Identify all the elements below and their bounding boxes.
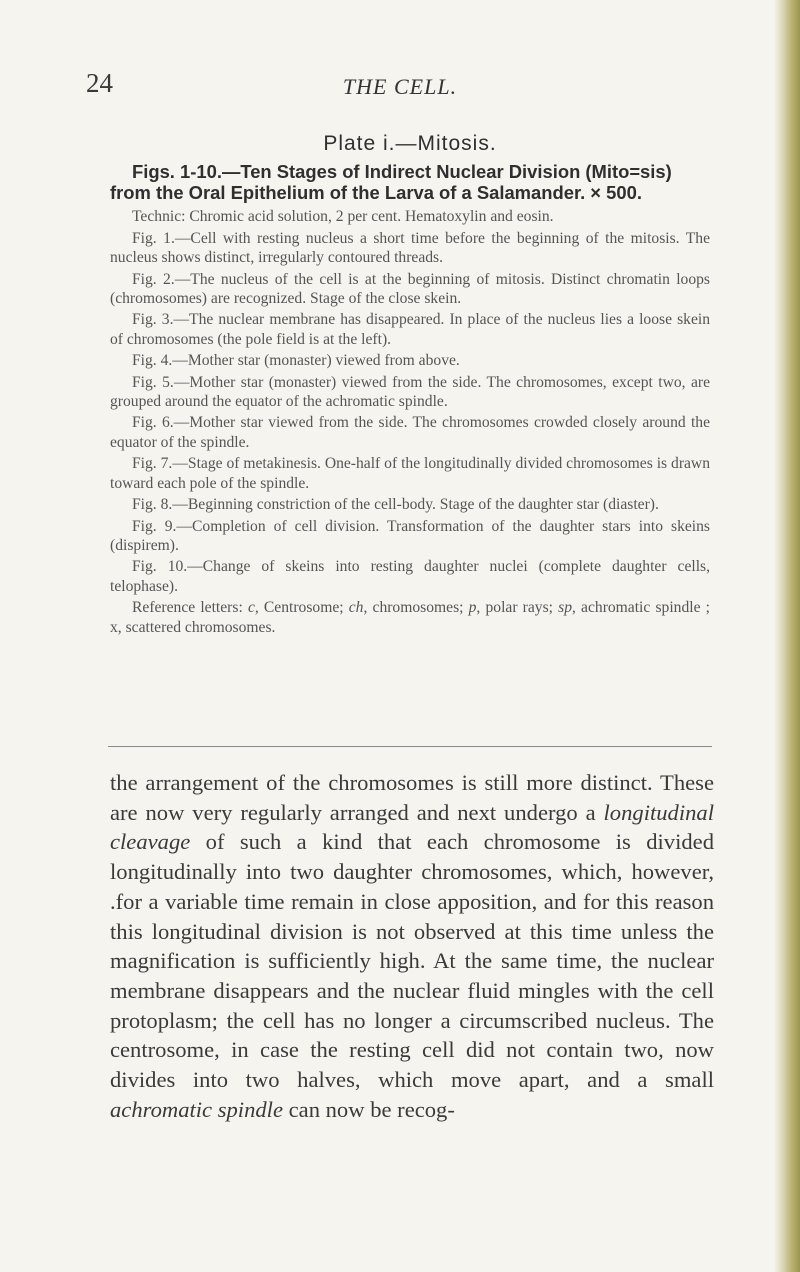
ref-text-c: , Centrosome; — [254, 599, 349, 617]
fig-caption-5: Fig. 5.—Mother star (monaster) viewed from the side. The chromosomes, except two, are grouped around the equator of the achromatic spindle. — [110, 373, 710, 411]
body-emphasis-1: longitudinal cleavage — [110, 799, 714, 855]
body-text-part-2: of such a kind that each chromosome is divided longitudinally into two daughter chromosomes, which, however, .for a variable time remain in close apposition, and for this reason this longitudinal division is not observed at this time unless the magnification is sufficiently high. At the same time, the nuclear membrane disappears and the nuclear fluid mingles with the cell protoplasm; the cell has no longer a circumscribed nucleus. The centrosome, in case the resting cell did not contain two, now divides into two halves, which move apart, and a small — [110, 829, 714, 1093]
fig-caption-6: Fig. 6.—Mother star viewed from the side. The chromosomes crowded closely around the equator of the spindle. — [110, 414, 710, 451]
ref-text-ch: , chromosomes; — [363, 599, 469, 617]
fig-caption-3: Fig. 3.—The nuclear membrane has disappeared. In place of the nucleus lies a loose skein of chromosomes (the pole field is at the left). — [110, 311, 710, 348]
reference-intro: Reference letters: — [132, 599, 248, 617]
body-paragraph — [110, 768, 714, 1124]
reference-letters — [110, 598, 710, 637]
fig-caption-1: Fig. 1.—Cell with resting nucleus a short time before the beginning of the mitosis. The nucleus shows distinct, irregularly contoured threads. — [110, 229, 710, 267]
fig-caption-4: Fig. 4.—Mother star (monaster) viewed from above. — [132, 352, 460, 370]
technic-note: Technic: Chromic acid solution, 2 per cent. Hematoxylin and eosin. — [132, 208, 554, 226]
body-text-part-1: the arrangement of the chromosomes is still more distinct. These are now very regularly arranged and next undergo a — [110, 770, 714, 825]
ref-key-ch: ch — [348, 599, 364, 617]
section-divider — [108, 746, 712, 747]
ref-key-sp: sp — [558, 599, 572, 617]
ref-text-sp: , achromatic spindle ; x, scattered chromosomes. — [110, 599, 710, 636]
fig-caption-9: Fig. 9.—Completion of cell division. Transformation of the daughter stars into skeins (dispirem). — [110, 517, 710, 554]
body-text-part-3: can now be recog- — [282, 1096, 455, 1122]
fig-caption-7: Fig. 7.—Stage of metakinesis. One-half of the longitudinally divided chromosomes is drawn toward each pole of the spindle. — [110, 455, 710, 492]
page-edge — [774, 0, 800, 1272]
body-emphasis-2: achromatic spindle — [110, 1096, 283, 1122]
fig-caption-8: Fig. 8.—Beginning constriction of the cell-body. Stage of the daughter star (diaster). — [132, 496, 659, 514]
ref-key-p: p — [468, 599, 477, 617]
plate-caption — [110, 134, 710, 637]
fig-caption-10: Fig. 10.—Change of skeins into resting daughter nuclei (complete daughter cells, telophase). — [110, 558, 710, 595]
running-head: THE CELL. — [342, 74, 458, 99]
ref-key-c: c — [247, 599, 255, 617]
figs-heading: Figs. 1-10.—Ten Stages of Indirect Nuclear Division (Mito=sis) from the Oral Epithelium of the Larva of a Salamander. × 500. — [110, 161, 672, 204]
ref-text-p: , polar rays; — [476, 599, 559, 617]
plate-title: Plate i.—Mitosis. — [323, 132, 497, 155]
fig-caption-2: Fig. 2.—The nucleus of the cell is at the beginning of mitosis. Distinct chromatin loops (chromosomes) are recognized. Stage of the close skein. — [110, 270, 710, 308]
page-number: 24 — [86, 68, 113, 98]
